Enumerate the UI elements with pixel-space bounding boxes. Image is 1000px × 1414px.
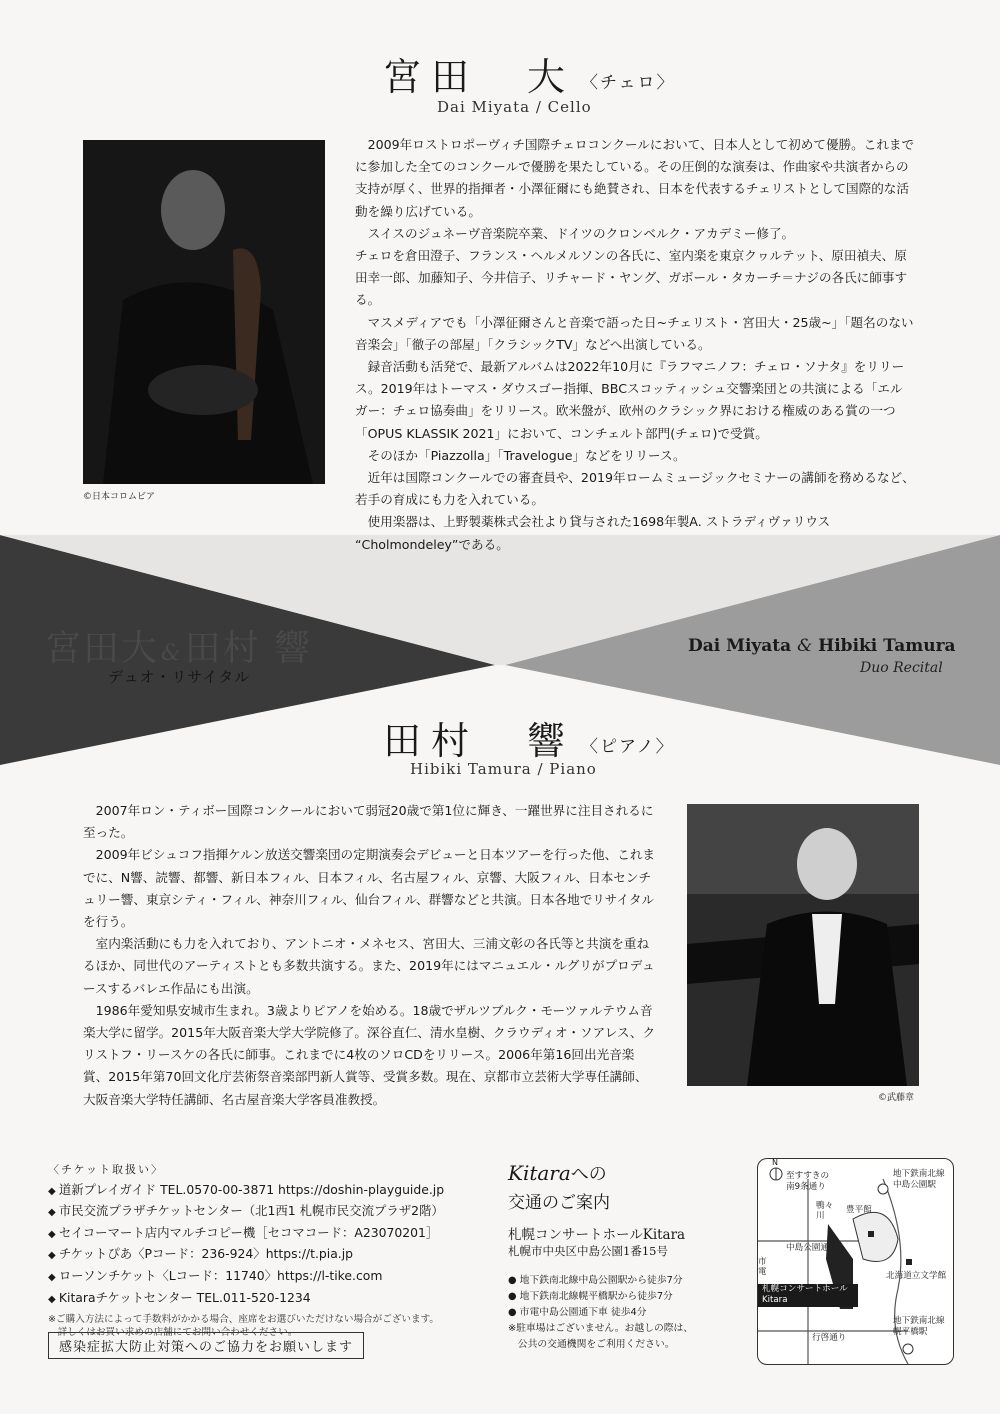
duo-ampersand: &	[161, 641, 183, 666]
duo-subtitle-jp: デュオ・リサイタル	[108, 668, 251, 686]
map-label-hoheikan: 豊平館	[846, 1205, 872, 1215]
duo-title-name-b: 田村 響	[184, 628, 313, 669]
pianist-bio-para: 2007年ロン・ティボー国際コンクールにおいて弱冠20歳で第1位に輝き、一躍世界に注目されるに至った。	[83, 803, 654, 841]
map-label-subway-horohira: 地下鉄南北線幌平橋駅	[893, 1316, 945, 1337]
map-label-susukino: 至すすきの	[786, 1171, 830, 1181]
cellist-bio-para: 近年は国際コンクールでの審査員や、2019年ロームミュージックセミナーの講師を務めるなど、若手の育成にも力を入れている。	[355, 470, 915, 508]
ticket-outlet: ◆ 道新プレイガイド TEL.0570-00-3871 https://doshin-playguide.jp	[48, 1180, 498, 1202]
parking-note: ※駐車場はございません。お越しの際は、	[508, 1323, 694, 1334]
pianist-photo	[687, 804, 919, 1086]
duo-title-jp	[45, 620, 312, 671]
cellist-bio-para: スイスのジュネーヴ音楽院卒業、ドイツのクロンベルク・アカデミー修了。	[367, 225, 795, 241]
cellist-bio-para: そのほか「Piazzolla」「Travelogue」などをリリース。	[367, 447, 686, 463]
map-label-kamogawa: 鴨々川	[816, 1201, 834, 1221]
duo-title-name-a: 宮田大	[45, 628, 160, 669]
ticket-outlet: ◆ ローソンチケット〈Lコード：11740〉https://l-tike.com	[48, 1266, 498, 1288]
map-label-minami9: 南9条通り	[786, 1182, 826, 1192]
access-heading-b: 交通のご案内	[508, 1193, 610, 1213]
map-label-shiden: 市電	[758, 1257, 767, 1277]
route-list	[508, 1273, 738, 1353]
cellist-bio-para: 2009年ロストロポーヴィチ国際チェロコンクールにおいて、日本人として初めて優勝。これまでに参加した全てのコンクールで優勝を果たしている。その圧倒的な演奏は、作曲家や共演者からの支持が厚く、世界的指揮者・小澤征爾にも絶賛され、日本を代表するチェリストとして国際的な活動を繰り広げている。	[355, 137, 915, 219]
ticket-outlet: ◆ Kitaraチケットセンター TEL.011-520-1234	[48, 1288, 498, 1310]
pianist-bio-para: 2009年ビシュコフ指揮ケルン放送交響楽団の定期演奏会デビューと日本ツアーを行った他、これまでに、N響、読響、都響、新日本フィル、日本フィル、名古屋フィル、京響、大阪フィル、日本センチュリー響、東京シティ・フィル、神奈川フィル、仙台フィル、群響などと共演。日本各地でリサイタルを行う。	[83, 847, 656, 930]
cellist-photo	[83, 140, 325, 484]
pianist-bio	[83, 800, 658, 1111]
ticket-info	[48, 1160, 498, 1339]
cellist-bio-para: マスメディアでも「小澤征爾さんと音楽で語った日~チェリスト・宮田大・25歳~」「題名のない音楽会」「徹子の部屋」「クラシックTV」などへ出演している。	[355, 314, 914, 352]
duo-subtitle-en: Duo Recital	[860, 660, 943, 676]
access-heading	[508, 1160, 738, 1186]
venue-name: 札幌コンサートホールKitara	[508, 1227, 686, 1243]
cellist-bio	[355, 134, 915, 556]
map-north-label: N	[772, 1158, 778, 1167]
duo-title-en	[688, 636, 956, 656]
access-info	[508, 1160, 738, 1353]
access-map	[757, 1158, 954, 1365]
access-heading-a: への	[570, 1164, 607, 1185]
ticket-note: 詳しくはお買い求めの店舗にてお問い合わせください。	[57, 1327, 298, 1339]
ticket-note: ※ご購入方法によって手数料がかかる場合、座席をお選びいただけない場合がございます。	[48, 1314, 440, 1326]
ticket-outlet: ◆ 市民交流プラザチケットセンター（北1西1 札幌市民交流プラザ2階）	[48, 1201, 498, 1223]
cellist-bio-para: チェロを倉田澄子、フランス・ヘルメルソンの各氏に、室内楽を東京クヮルテット、原田禎夫、原田幸一郎、加藤知子、今井信子、リチャード・ヤング、ガボール・タカーチ＝ナジの各氏に師事する。	[355, 248, 908, 308]
pianist-name-en: Hibiki Tamura / Piano	[410, 760, 597, 778]
map-label-subway-nakajima: 地下鉄南北線中島公園駅	[893, 1169, 945, 1190]
cellist-name-jp: 宮田 大	[383, 55, 576, 99]
cellist-role: 〈チェロ〉	[581, 73, 676, 93]
pianist-role: 〈ピアノ〉	[581, 737, 675, 757]
pianist-bio-para: 室内楽活動にも力を入れており、アントニオ・メネセス、宮田大、三浦文彰の各氏等と共演を重ねるほか、同世代のアーティストとも多数共演する。また、2019年にはマニュエル・ルグリがプロデュースするバレエ作品にも出演。	[83, 936, 655, 996]
duo-title-en-a: Dai Miyata	[688, 636, 792, 656]
map-label-bungakukan: 北海道立文学館	[886, 1271, 947, 1281]
duo-title-en-b: Hibiki Tamura	[818, 636, 956, 656]
ticket-outlet: ◆ セイコーマート店内マルチコピー機［セコマコード：A23070201］	[48, 1223, 498, 1245]
pianist-name-jp: 田村 響	[383, 719, 576, 763]
pianist-name	[383, 710, 703, 765]
pianist-bio-para: 1986年愛知県安城市生まれ。3歳よりピアノを始める。18歳でザルツブルク・モーツァルテウム音楽大学に留学。2015年大阪音楽大学大学院修了。深谷直仁、清水皇樹、クラウディオ・ソアレス、クリストフ・リースケの各氏に師事。これまでに4枚のソロCDをリリース。2006年第16回出光音楽賞、2015年第70回文化庁芸術祭音楽部門新人賞等、受賞多数。現在、京都市立芸術大学専任講師、大阪音楽大学特任講師、名古屋音楽大学客員准教授。	[83, 1002, 656, 1107]
cellist-bio-para: 録音活動も活発で、最新アルバムは2022年10月に『ラフマニノフ：チェロ・ソナタ』をリリース。2019年はトーマス・ダウスゴー指揮、BBCスコッティッシュ交響楽団との共演による「エルガー：チェロ協奏曲」をリリース。欧米盤が、欧州のクラシック界における権威のある賞の一つ「OPUS KLASSIK 2021」において、コンチェルト部門(チェロ)で受賞。	[355, 359, 905, 441]
cellist-bio-para: 使用楽器は、上野製薬株式会社より貸与された1698年製A. ストラディヴァリウス “Cholmondeley”である。	[355, 514, 831, 552]
map-label-nakajima-koen-dori: 中島公園通	[786, 1243, 829, 1253]
route-item: ● 地下鉄南北線中島公園駅から徒歩7分	[508, 1275, 683, 1286]
route-item: ● 地下鉄南北線幌平橋駅から徒歩7分	[508, 1291, 673, 1302]
map-label-hall-1: 札幌コンサートホール	[762, 1284, 848, 1294]
cellist-photo-credit: ©日本コロムビア	[83, 492, 156, 502]
ticket-outlet: ◆ チケットぴあ〈Pコード：236-924〉https://t.pia.jp	[48, 1244, 498, 1266]
venue-address: 札幌市中央区中島公園1番15号	[508, 1244, 668, 1258]
cellist-name-en: Dai Miyata / Cello	[437, 98, 592, 116]
route-item: ● 市電中島公園通下車 徒歩4分	[508, 1307, 647, 1318]
cellist-name	[383, 46, 683, 101]
pianist-photo-credit: ©武藤章	[878, 1093, 915, 1103]
map-label-hall-2: Kitara	[762, 1295, 788, 1305]
ticket-heading: 〈チケット取扱い〉	[48, 1163, 165, 1176]
duo-ampersand-en: &	[797, 636, 813, 656]
parking-note: 公共の交通機関をご利用ください。	[517, 1339, 675, 1350]
map-label-gyoki: 行啓通り	[812, 1333, 847, 1343]
map-label-hall	[762, 1284, 848, 1306]
kitara-brand: Kitara	[508, 1161, 571, 1185]
infection-notice: 感染症拡大防止対策へのご協力をお願いします	[48, 1332, 364, 1359]
